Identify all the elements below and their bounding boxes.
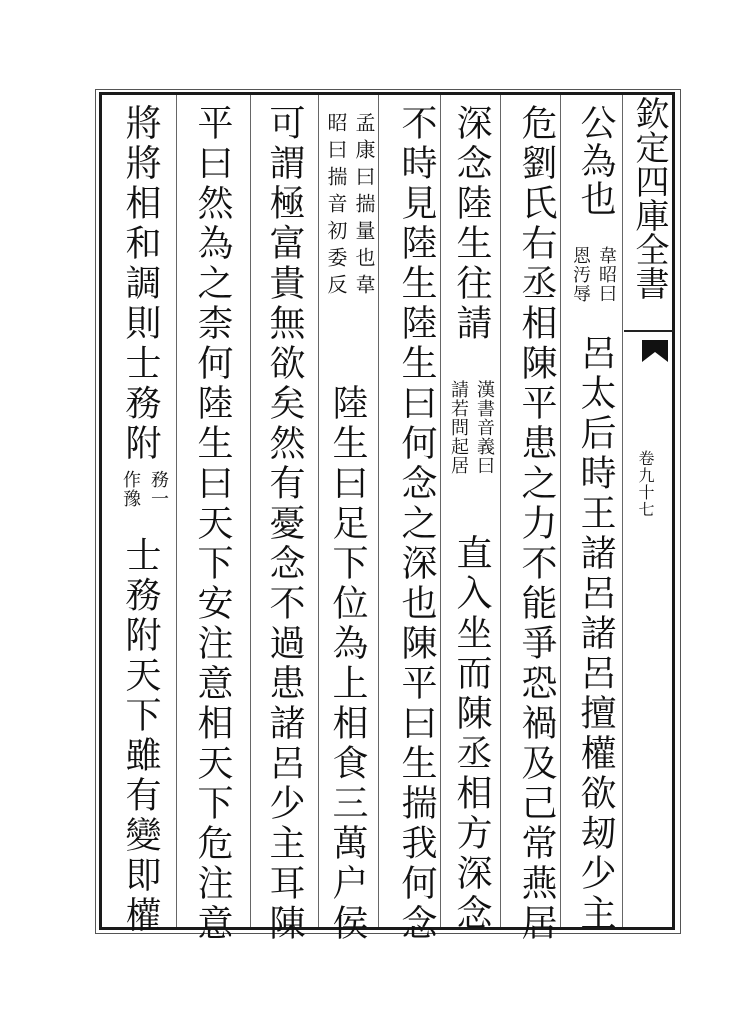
- annotation-left: 昭曰揣音初委反: [324, 112, 348, 301]
- fish-tail-mark-icon: [640, 338, 670, 364]
- annotation-left: 請若問起居: [448, 380, 469, 475]
- main-text: 將將相和調則士務附: [120, 104, 161, 464]
- main-text: 直入坐而陳丞相方深念: [451, 534, 492, 934]
- column-rule: [500, 95, 501, 927]
- main-text: 呂太后時王諸呂諸呂擅權欲刼少主: [575, 334, 616, 934]
- column-rule: [318, 95, 319, 927]
- column-rule: [378, 95, 379, 927]
- text-column-4: 不時見陸生陸生曰何念之深也陳平曰生揣我何念: [396, 104, 437, 944]
- main-text: 深念陸生往請: [451, 104, 492, 344]
- main-text: 士務附天下雖有變即權: [120, 536, 161, 936]
- main-text: 公為也: [575, 104, 616, 218]
- column-rule: [250, 95, 251, 927]
- column-rule: [176, 95, 177, 927]
- annotation-left: 恩汚辱: [570, 246, 591, 303]
- volume-label: 卷九十七: [636, 450, 655, 518]
- annotation-right: 漢書音義曰: [474, 380, 495, 475]
- column-rule: [622, 95, 623, 927]
- text-column-7: 平曰然為之柰何陸生曰天下安注意相天下危注意: [192, 104, 233, 944]
- annotation-right: 韋昭曰: [596, 246, 617, 303]
- annotation-right: 孟康曰揣量也韋: [352, 112, 376, 301]
- annotation-right: 務一: [148, 470, 169, 508]
- annotation-left: 作豫: [120, 470, 141, 508]
- text-column-6: 可謂極富貴無欲矣然有憂念不過患諸呂少主耳陳: [264, 104, 305, 944]
- text-column-2: 危劉氏右丞相陳平患之力不能爭恐禍及己常燕居: [516, 104, 557, 944]
- main-text: 陸生曰足下位為上相食三萬户侯: [327, 384, 368, 944]
- series-title: 欽定四庫全書: [624, 96, 674, 332]
